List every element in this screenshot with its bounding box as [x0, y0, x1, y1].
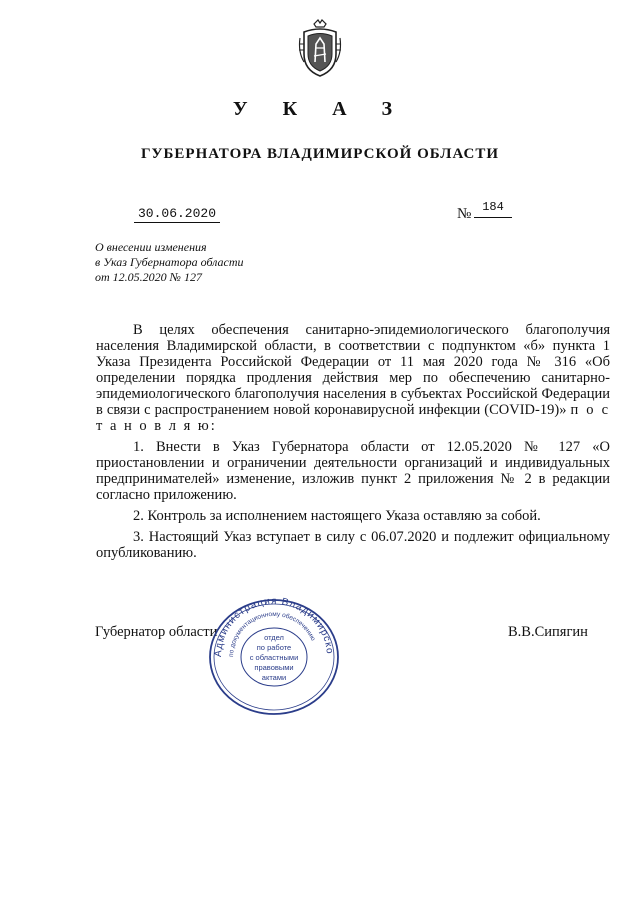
document-number: 184 [474, 200, 512, 218]
reference-line: в Указ Губернатора области [95, 255, 244, 269]
document-title: У К А З [232, 98, 408, 120]
reference-line: от 12.05.2020 № 127 [95, 270, 202, 284]
stamp-center-line: отдел [264, 633, 284, 642]
stamp-center-line: по работе [256, 643, 292, 652]
stamp-center-line: с областными [249, 653, 299, 662]
signatory-name: В.В.Сипягин [508, 624, 588, 640]
decree-item: 1. Внести в Указ Губернатора области от 12.05.2020 № 127 «О приостановлении и ограничении деятельности организаций и индивидуальных предпринимателей» изменение, изложив пункт 2 приложения № 2 в редакции согласно приложению. [96, 439, 610, 503]
decree-item: 2. Контроль за исполнением настоящего Указа оставляю за собой. [133, 508, 541, 524]
stamp-center-line: правовыми [254, 663, 294, 672]
reference-line: О внесении изменения [95, 240, 207, 254]
document-body [96, 322, 610, 561]
stamp-outer-textpath: Администрация Владимирско [212, 596, 336, 658]
number-label: № [457, 206, 472, 222]
document-date: 30.06.2020 [134, 206, 220, 223]
preamble-text: В целях обеспечения санитарно-эпидемиологического благополучия населения Владимирской области, в соответствии с подпунктом «б» пункта 1 Указа Президента Российской Федерации от 11 мая 2020 года № 316 «Об определении порядка продления действия мер по обеспечению санитарно-эпидемиологического благополучия населения в субъектах Российской Федерации в связи с распространением новой коронавирусной инфекции (COVID-19)» [96, 322, 610, 418]
stamp-inner-textpath: по документационному обеспечению [227, 610, 317, 658]
preamble-paragraph [96, 322, 610, 434]
stamp-center-line: актами [261, 673, 287, 682]
decree-word: п о с т а н о в л я ю: [96, 402, 611, 434]
official-stamp [205, 596, 343, 718]
decree-item: 3. Настоящий Указ вступает в силу с 06.07.2020 и подлежит официальному опубликованию. [96, 529, 610, 561]
document-subtitle: ГУБЕРНАТОРА ВЛАДИМИРСКОЙ ОБЛАСТИ [140, 146, 500, 162]
coat-of-arms-icon [296, 18, 344, 80]
reference-block [95, 240, 244, 285]
signatory-position: Губернатор области [95, 624, 218, 640]
